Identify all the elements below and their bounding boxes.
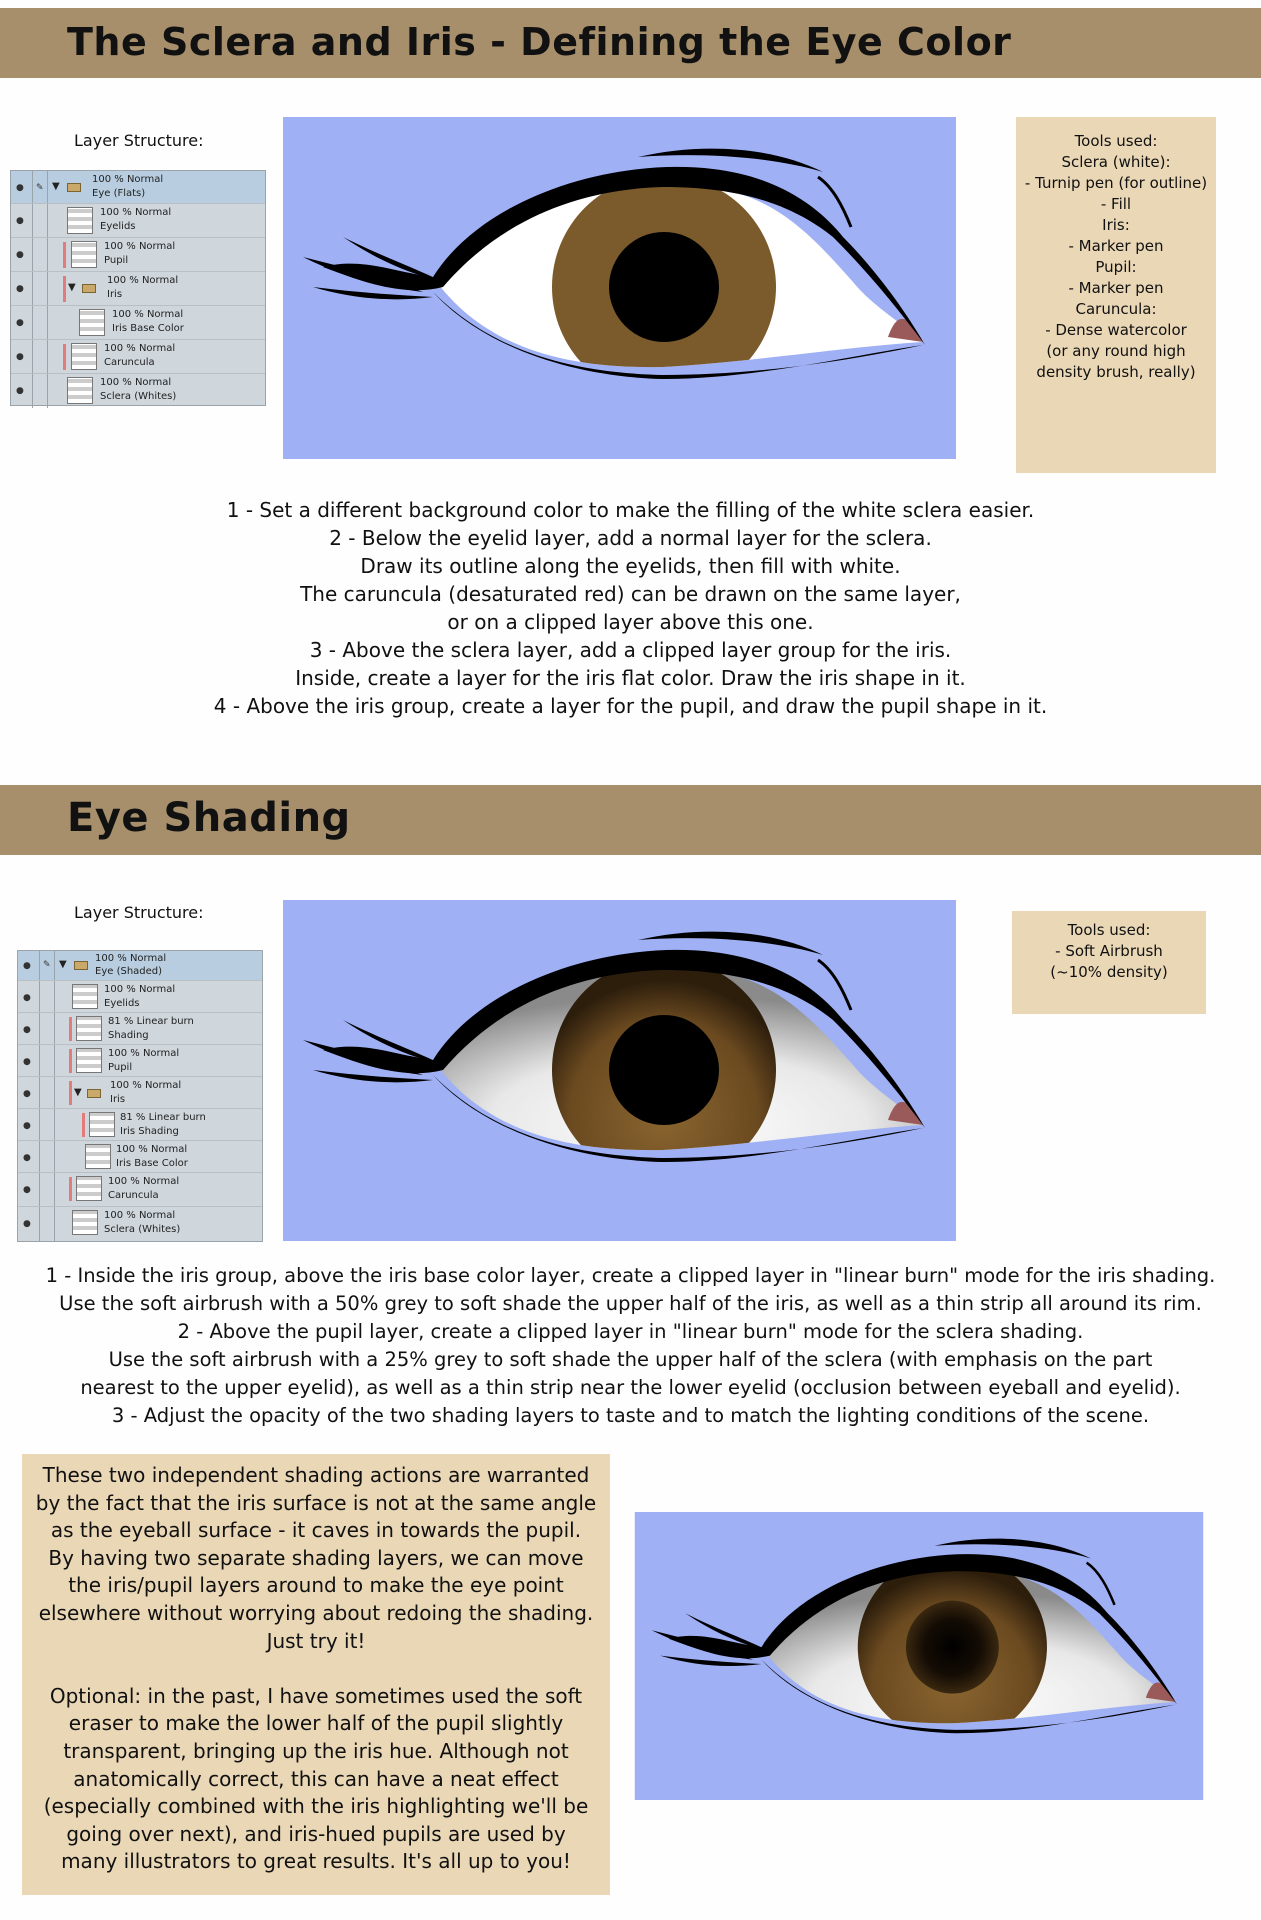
- visibility-icon[interactable]: ●: [16, 352, 24, 362]
- folder-icon: [74, 961, 88, 970]
- layer-name: Sclera (Whites): [104, 1224, 181, 1235]
- section1-layer-panel: [10, 170, 266, 406]
- layer-row[interactable]: [11, 340, 265, 374]
- note-line: eraser to make the lower half of the pupil slightly: [68, 1711, 564, 1736]
- layer-thumbnail: [89, 1112, 115, 1137]
- instruction-line: Inside, create a layer for the iris flat color. Draw the iris shape in it.: [295, 666, 966, 690]
- layer-name: Iris Shading: [120, 1126, 179, 1137]
- layer-opacity-mode: 81 % Linear burn: [120, 1112, 206, 1123]
- section2-tools-box: [1012, 911, 1206, 1014]
- layer-row[interactable]: [18, 981, 262, 1013]
- clipping-indicator: [82, 1113, 85, 1137]
- clipping-indicator: [69, 1081, 72, 1105]
- instruction-line: The caruncula (desaturated red) can be drawn on the same layer,: [300, 582, 961, 606]
- shading-note-box: [22, 1454, 610, 1895]
- visibility-icon[interactable]: ●: [23, 993, 31, 1003]
- layer-opacity-mode: 81 % Linear burn: [108, 1016, 194, 1027]
- visibility-icon[interactable]: ●: [23, 1121, 31, 1131]
- layer-opacity-mode: 100 % Normal: [104, 1210, 176, 1221]
- tools-line: Iris:: [1102, 216, 1130, 234]
- layer-row[interactable]: [11, 238, 265, 272]
- layer-opacity-mode: 100 % Normal: [104, 984, 176, 995]
- layer-thumbnail: [79, 309, 105, 336]
- layer-row[interactable]: [18, 1077, 262, 1109]
- clipping-indicator: [63, 276, 66, 302]
- layer-name: Caruncula: [104, 357, 155, 368]
- note-line: by the fact that the iris surface is not at the same angle: [35, 1490, 597, 1515]
- layer-thumbnail: [71, 343, 97, 370]
- tools-line: (or any round high: [1046, 342, 1186, 360]
- layer-opacity-mode: 100 % Normal: [100, 377, 172, 388]
- collapse-arrow-icon[interactable]: ▼: [74, 1087, 82, 1098]
- layer-name: Iris: [110, 1094, 126, 1105]
- visibility-icon[interactable]: ●: [23, 961, 31, 971]
- layer-opacity-mode: 100 % Normal: [100, 207, 172, 218]
- instruction-line: 2 - Below the eyelid layer, add a normal layer for the sclera.: [329, 526, 932, 550]
- eye-moved-iris-illustration: [634, 1512, 1204, 1800]
- clipping-indicator: [69, 1177, 72, 1201]
- tools-line: Pupil:: [1095, 258, 1137, 276]
- layer-opacity-mode: 100 % Normal: [112, 309, 184, 320]
- section1-banner: [0, 8, 1261, 78]
- visibility-icon[interactable]: ●: [16, 250, 24, 260]
- note-line: elsewhere without worrying about redoing the shading.: [38, 1600, 594, 1625]
- layer-row[interactable]: [18, 1173, 262, 1207]
- layer-opacity-mode: 100 % Normal: [107, 275, 179, 286]
- instruction-line: nearest to the upper eyelid), as well as a thin strip near the lower eyelid (occlusion between eyeball and eyelid).: [80, 1376, 1181, 1399]
- layer-opacity-mode: 100 % Normal: [104, 343, 176, 354]
- collapse-arrow-icon[interactable]: ▼: [52, 181, 60, 192]
- layer-opacity-mode: 100 % Normal: [95, 953, 167, 964]
- layer-row[interactable]: [18, 951, 262, 981]
- section2-layer-label: Layer Structure:: [74, 903, 204, 922]
- tools-line: Tools used:: [1067, 921, 1151, 939]
- visibility-icon[interactable]: ●: [23, 1025, 31, 1035]
- collapse-arrow-icon[interactable]: ▼: [59, 959, 67, 970]
- pencil-icon: ✎: [36, 183, 44, 193]
- instruction-line: 2 - Above the pupil layer, create a clipped layer in "linear burn" mode for the sclera shading.: [177, 1320, 1084, 1343]
- layer-thumbnail: [67, 207, 93, 234]
- layer-opacity-mode: 100 % Normal: [108, 1176, 180, 1187]
- layer-name: Eyelids: [104, 998, 140, 1009]
- layer-thumbnail: [67, 377, 93, 404]
- folder-icon: [67, 183, 81, 192]
- visibility-icon[interactable]: ●: [23, 1219, 31, 1229]
- layer-name: Eyelids: [100, 221, 136, 232]
- tools-line: - Soft Airbrush: [1055, 942, 1163, 960]
- eye-shaded-illustration: [283, 900, 956, 1241]
- layer-thumbnail: [85, 1144, 111, 1169]
- tools-line: Tools used:: [1074, 132, 1158, 150]
- layer-thumbnail: [72, 984, 98, 1009]
- note-line: [22, 1655, 610, 1683]
- section2-title: Eye Shading: [67, 795, 351, 841]
- note-line: transparent, bringing up the iris hue. Although not: [63, 1738, 569, 1763]
- visibility-icon[interactable]: ●: [16, 183, 24, 193]
- layer-thumbnail: [71, 241, 97, 268]
- tools-line: (~10% density): [1050, 963, 1168, 981]
- layer-row[interactable]: [11, 171, 265, 204]
- visibility-icon[interactable]: ●: [23, 1185, 31, 1195]
- visibility-icon[interactable]: ●: [16, 318, 24, 328]
- note-line: the iris/pupil layers around to make the eye point: [68, 1573, 564, 1598]
- collapse-arrow-icon[interactable]: ▼: [68, 282, 76, 293]
- layer-name: Caruncula: [108, 1190, 159, 1201]
- layer-row[interactable]: [11, 306, 265, 340]
- layer-thumbnail: [76, 1176, 102, 1201]
- note-line: By having two separate shading layers, we can move: [48, 1545, 584, 1570]
- folder-icon: [87, 1089, 101, 1098]
- layer-name: Eye (Flats): [92, 188, 146, 199]
- visibility-icon[interactable]: ●: [23, 1153, 31, 1163]
- instruction-line: Use the soft airbrush with a 25% grey to soft shade the upper half of the sclera (with emphasis on the part: [108, 1348, 1153, 1371]
- tools-line: - Turnip pen (for outline): [1024, 174, 1208, 192]
- visibility-icon[interactable]: ●: [16, 216, 24, 226]
- folder-icon: [82, 284, 96, 293]
- clipping-indicator: [69, 1049, 72, 1073]
- instruction-line: or on a clipped layer above this one.: [447, 610, 814, 634]
- pencil-icon: ✎: [43, 960, 51, 970]
- layer-name: Iris: [107, 289, 123, 300]
- section2-layer-panel: [17, 950, 263, 1242]
- layer-name: Iris Base Color: [116, 1158, 188, 1169]
- tools-line: - Marker pen: [1068, 237, 1164, 255]
- section1-layer-label: Layer Structure:: [74, 131, 204, 150]
- layer-row[interactable]: [11, 374, 265, 408]
- layer-opacity-mode: 100 % Normal: [110, 1080, 182, 1091]
- tools-line: density brush, really): [1036, 363, 1196, 381]
- section2-instructions: [0, 1262, 1261, 1430]
- layer-opacity-mode: 100 % Normal: [104, 241, 176, 252]
- note-line: Optional: in the past, I have sometimes used the soft: [49, 1683, 583, 1708]
- layer-opacity-mode: 100 % Normal: [108, 1048, 180, 1059]
- tools-line: - Fill: [1100, 195, 1132, 213]
- instruction-line: 3 - Above the sclera layer, add a clipped layer group for the iris.: [309, 638, 952, 662]
- instruction-line: Use the soft airbrush with a 50% grey to soft shade the upper half of the iris, as well as a thin strip all around its rim.: [59, 1292, 1202, 1315]
- instruction-line: 1 - Inside the iris group, above the iris base color layer, create a clipped layer in "linear burn" mode for the iris shading.: [45, 1264, 1216, 1287]
- layer-name: Sclera (Whites): [100, 391, 177, 402]
- visibility-icon[interactable]: ●: [16, 386, 24, 396]
- instruction-line: Draw its outline along the eyelids, then fill with white.: [360, 554, 901, 578]
- layer-row[interactable]: [18, 1109, 262, 1141]
- note-line: as the eyeball surface - it caves in towards the pupil.: [50, 1518, 582, 1543]
- tools-line: - Dense watercolor: [1045, 321, 1187, 339]
- layer-thumbnail: [76, 1048, 102, 1073]
- visibility-icon[interactable]: ●: [23, 1057, 31, 1067]
- layer-opacity-mode: 100 % Normal: [116, 1144, 188, 1155]
- instruction-line: 3 - Adjust the opacity of the two shading layers to taste and to match the lighting conditions of the scene.: [111, 1404, 1150, 1427]
- instruction-line: 4 - Above the iris group, create a layer for the pupil, and draw the pupil shape in it.: [213, 694, 1048, 718]
- layer-thumbnail: [72, 1210, 98, 1235]
- section2-banner: [0, 785, 1261, 855]
- layer-name: Pupil: [104, 255, 129, 266]
- section1-title: The Sclera and Iris - Defining the Eye Color: [67, 20, 1012, 64]
- tools-line: - Marker pen: [1068, 279, 1164, 297]
- note-line: Just try it!: [266, 1628, 366, 1653]
- layer-thumbnail: [76, 1016, 102, 1041]
- note-line: many illustrators to great results. It's all up to you!: [61, 1849, 571, 1874]
- layer-name: Iris Base Color: [112, 323, 184, 334]
- tools-line: Sclera (white):: [1061, 153, 1171, 171]
- layer-row[interactable]: [11, 272, 265, 306]
- note-line: anatomically correct, this can have a neat effect: [73, 1766, 559, 1791]
- layer-name: Pupil: [108, 1062, 133, 1073]
- visibility-icon[interactable]: ●: [23, 1089, 31, 1099]
- tools-line: Caruncula:: [1075, 300, 1157, 318]
- clipping-indicator: [69, 1017, 72, 1041]
- note-line: (especially combined with the iris highlighting we'll be: [43, 1794, 589, 1819]
- layer-name: Eye (Shaded): [95, 966, 163, 977]
- note-line: These two independent shading actions are warranted: [42, 1463, 590, 1487]
- section1-tools-box: [1016, 117, 1216, 473]
- clipping-indicator: [63, 344, 66, 370]
- layer-row[interactable]: [18, 1207, 262, 1241]
- eye-flats-illustration: [283, 117, 956, 459]
- layer-row[interactable]: [11, 204, 265, 238]
- clipping-indicator: [63, 242, 66, 268]
- layer-opacity-mode: 100 % Normal: [92, 174, 164, 185]
- instruction-line: 1 - Set a different background color to make the filling of the white sclera easier.: [226, 498, 1035, 522]
- section1-instructions: [0, 496, 1261, 720]
- layer-row[interactable]: [18, 1013, 262, 1045]
- layer-row[interactable]: [18, 1045, 262, 1077]
- visibility-icon[interactable]: ●: [16, 284, 24, 294]
- layer-name: Shading: [108, 1030, 149, 1041]
- layer-row[interactable]: [18, 1141, 262, 1173]
- note-line: going over next), and iris-hued pupils are used by: [66, 1821, 566, 1846]
